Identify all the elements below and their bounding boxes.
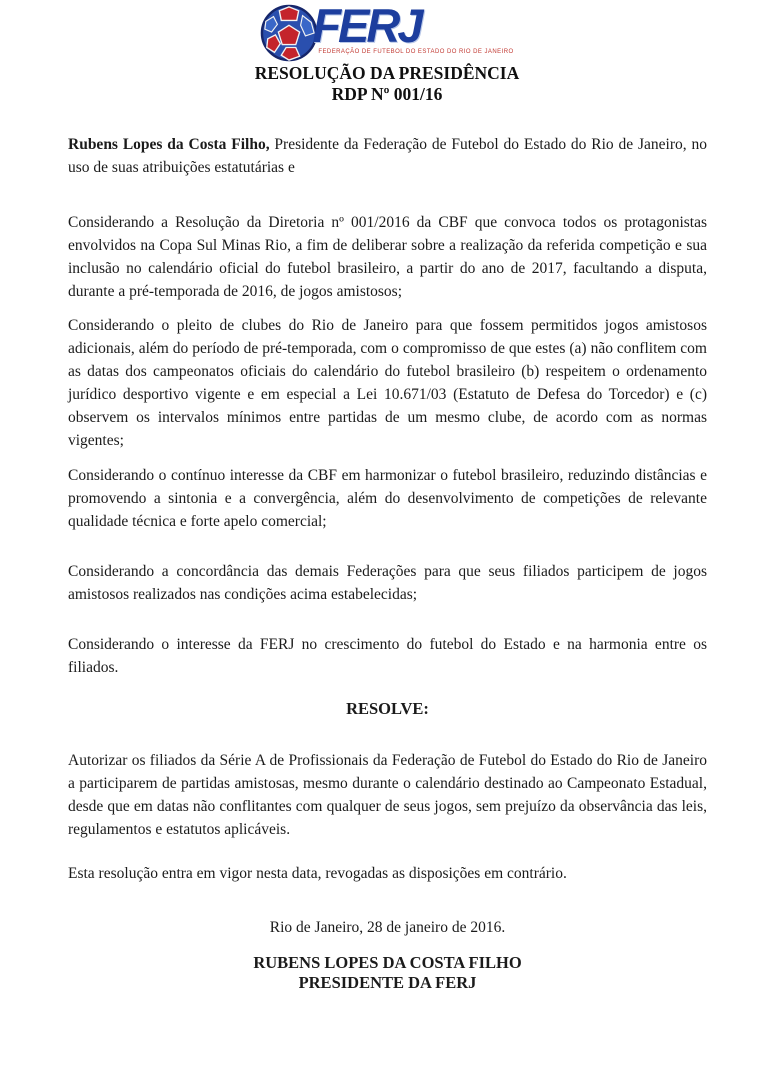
dateline: Rio de Janeiro, 28 de janeiro de 2016.	[269, 919, 506, 936]
resolution-paragraph: Autorizar os filiados da Série A de Profissionais da Federação de Futebol do Estado do Rio de Janeiro a participarem de partidas amistosas, mesmo durante o calendário destinado ao Campeonato Estadual, desde que em datas não conflitantes com qualquer de seus jogos, sem prejuízo da observância das leis, regulamentos e estatutos aplicáveis.	[68, 752, 707, 838]
consideration-paragraph: Considerando o contínuo interesse da CBF em harmonizar o futebol brasileiro, reduzindo distâncias e promovendo a sintonia e a convergência, além do desenvolvimento de competições de relevante qualidade técnica e forte apelo comercial;	[68, 467, 707, 530]
signature-title: PRESIDENTE DA FERJ	[298, 973, 477, 992]
intro-author-name: Rubens Lopes da Costa Filho,	[68, 136, 270, 153]
document-title: RESOLUÇÃO DA PRESIDÊNCIA	[254, 63, 520, 83]
resolve-heading: RESOLVE:	[346, 699, 429, 718]
consideration-paragraph: Considerando o interesse da FERJ no crescimento do futebol do Estado e na harmonia entre os filiados.	[68, 636, 707, 676]
consideration-paragraph: Considerando o pleito de clubes do Rio de Janeiro para que fossem permitidos jogos amistosos adicionais, além do período de pré-temporada, com o compromisso de que estes (a) não conflitem com as datas dos campeonatos oficiais do calendário do futebol brasileiro (b) respeitem o ordenamento jurídico desportivo vigente e em especial a Lei 10.671/03 (Estatuto de Defesa do Torcedor) e (c) observem os intervalos mínimos entre partidas de um mesmo clube, de acordo com as normas vigentes;	[68, 317, 707, 449]
document-number: RDP Nº 001/16	[331, 84, 443, 104]
signature-name: RUBENS LOPES DA COSTA FILHO	[253, 953, 522, 972]
intro-paragraph	[68, 133, 707, 179]
consideration-paragraph: Considerando a concordância das demais Federações para que seus filiados participem de jogos amistosos realizados nas condições acima estabelecidas;	[68, 563, 707, 603]
closing-paragraph: Esta resolução entra em vigor nesta data, revogadas as disposições em contrário.	[68, 865, 567, 882]
ferj-tagline: FEDERAÇÃO DE FUTEBOL DO ESTADO DO RIO DE JANEIRO	[318, 49, 514, 55]
intro-author-rest: Presidente da Federação de Futebol do Estado do Rio de Janeiro, no uso de suas atribuições estatutárias e	[68, 136, 707, 176]
consideration-paragraph: Considerando a Resolução da Diretoria nº 001/2016 da CBF que convoca todos os protagonistas envolvidos na Copa Sul Minas Rio, a fim de deliberar sobre a realização da referida competição e sua inclusão no calendário oficial do futebol brasileiro, a partir do ano de 2017, facultando a disputa, durante a pré-temporada de 2016, de jogos amistosos;	[68, 214, 707, 300]
ferj-wordmark: FERJ	[312, 0, 421, 52]
soccer-ball-icon	[260, 4, 318, 62]
ferj-logo	[0, 2, 774, 62]
